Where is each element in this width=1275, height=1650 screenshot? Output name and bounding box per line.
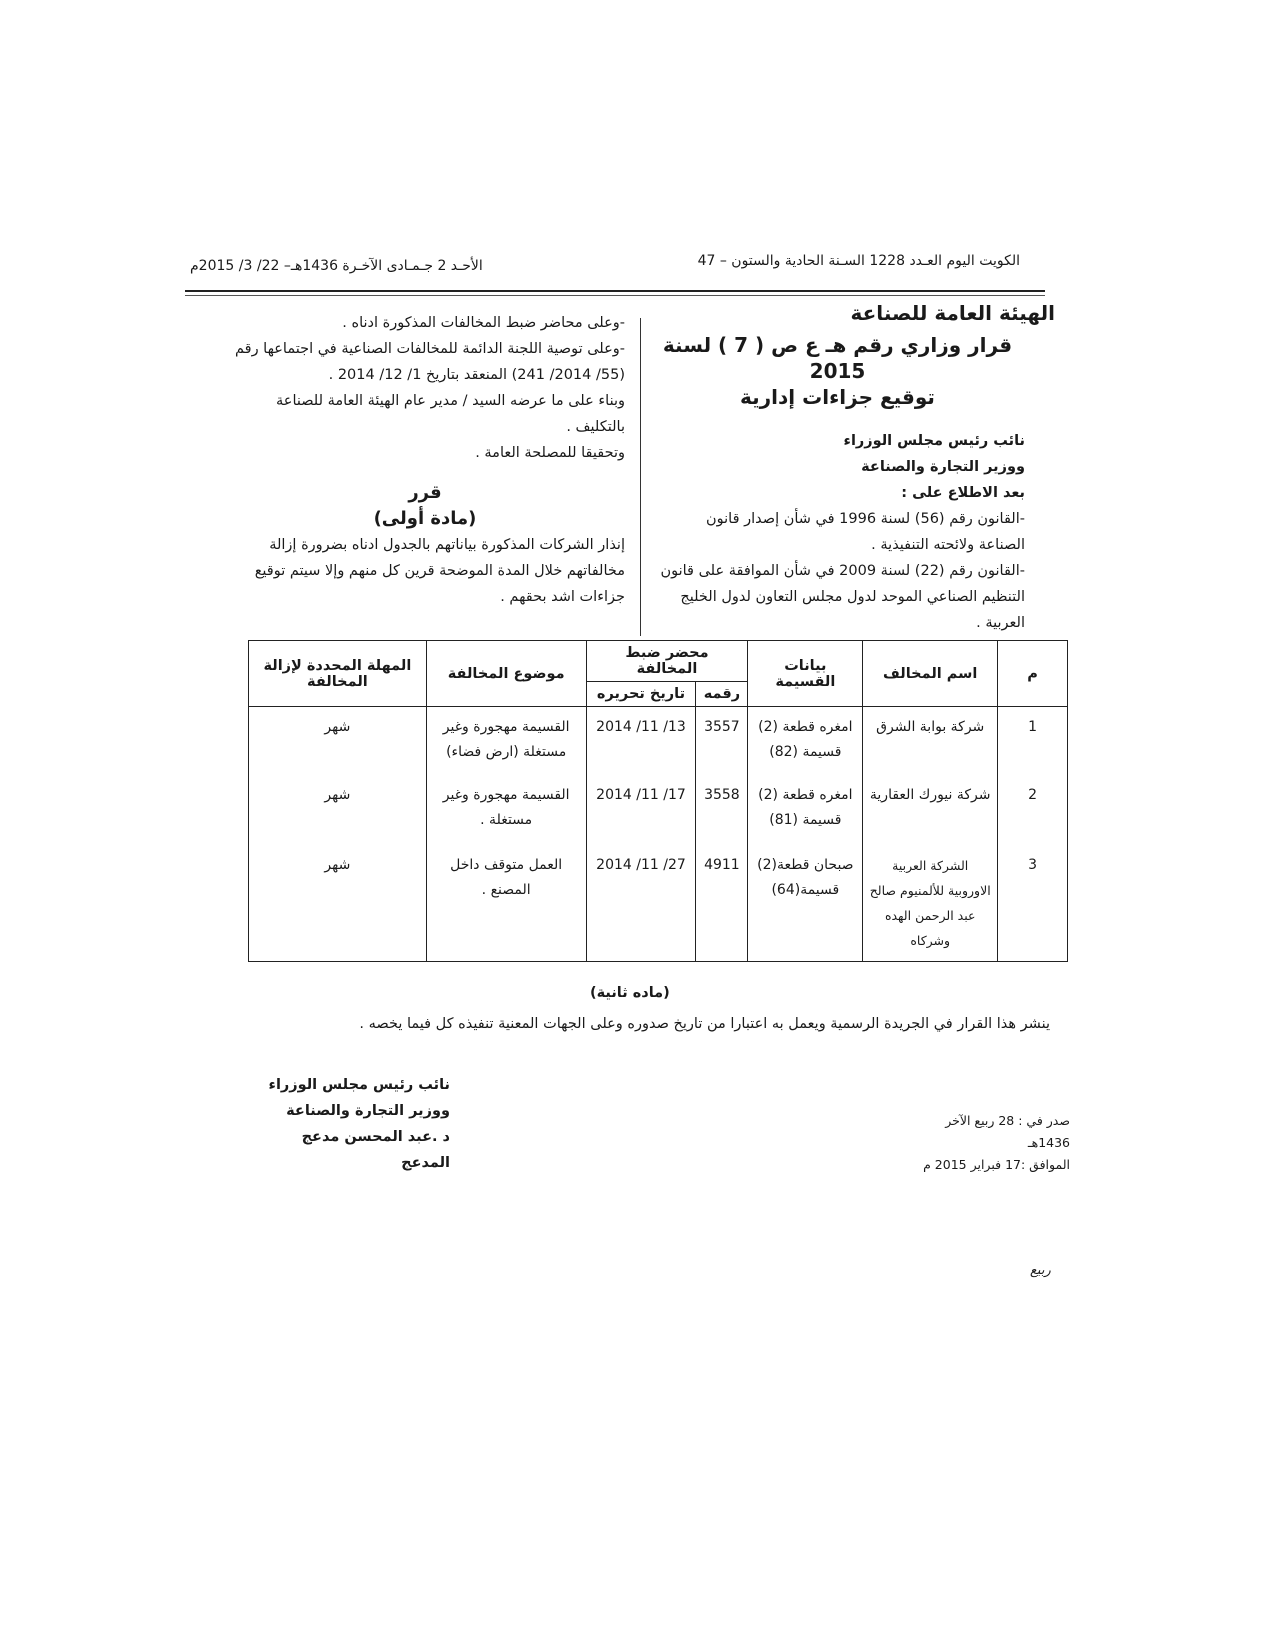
col-num: م [998, 641, 1068, 707]
cell-plot: امغره قطعة (2) قسيمة (82) [748, 707, 863, 775]
issued-gregorian: الموافق :17 فبراير 2015 م [923, 1157, 1070, 1172]
table-row [249, 775, 1068, 845]
cell-record-date: 17/ 11/ 2014 [586, 775, 696, 845]
decree-subtitle: توقيع جزاءات إدارية [740, 385, 935, 409]
decided-label: قرر [408, 482, 442, 503]
issued-block [905, 1110, 1070, 1176]
decree-title: قرار وزاري رقم هـ ع ص ( 7 ) لسنة 2015 [662, 333, 1013, 383]
cell-num: 2 [998, 775, 1068, 845]
cell-num: 3 [998, 845, 1068, 962]
cell-record-date: 13/ 11/ 2014 [586, 707, 696, 775]
col-plot: بيانات القسيمة [748, 641, 863, 707]
col-subject: موضوع المخالفة [426, 641, 586, 707]
header-rule [185, 290, 1045, 292]
header-right: الكويت اليوم العـدد 1228 السـنة الحادية والستون – 47 [697, 253, 1020, 269]
cell-plot: امغره قطعة (2) قسيمة (81) [748, 775, 863, 845]
left-para-4: وتحقيقا للمصلحة العامة . [475, 445, 625, 461]
cell-deadline: شهر [249, 845, 427, 962]
article-2-title: (ماده ثانية) [590, 985, 670, 1001]
signature-block [250, 1072, 450, 1176]
col-record-no: رقمه [696, 682, 748, 707]
cell-deadline: شهر [249, 775, 427, 845]
cell-subject: القسيمة مهجورة وغير مستغلة . [426, 775, 586, 845]
after-review: بعد الاطلاع على : [901, 485, 1025, 501]
initials-mark: ربيع [1030, 1263, 1051, 1278]
violations-table [248, 640, 1068, 962]
cell-record-date: 27/ 11/ 2014 [586, 845, 696, 962]
left-para-2: -وعلى توصية اللجنة الدائمة للمخالفات الصناعية في اجتماعها رقم (55/ 2014/ 241) المنعقد بتاريخ 1/ 12/ 2014 . [234, 341, 625, 383]
signature-line-2: ووزير التجارة والصناعة [286, 1103, 450, 1119]
cell-name: شركة بوابة الشرق [863, 707, 998, 775]
header-rule-thin [185, 295, 1045, 296]
decree-left-column [225, 310, 625, 610]
left-para-1: -وعلى محاضر ضبط المخالفات المذكورة ادناه . [342, 315, 625, 331]
cell-subject: العمل متوقف داخل المصنع . [426, 845, 586, 962]
issued-hijri: صدر في : 28 ربيع الآخر 1436هـ [945, 1113, 1070, 1150]
cell-name: شركة نيورك العقارية [863, 775, 998, 845]
column-divider [640, 318, 641, 636]
cell-subject: القسيمة مهجورة وغير مستغلة (ارض فضاء) [426, 707, 586, 775]
cell-deadline: شهر [249, 707, 427, 775]
table-row [249, 845, 1068, 962]
article-1-title: (مادة أولى) [373, 508, 477, 529]
table-row [249, 707, 1068, 775]
cell-num: 1 [998, 707, 1068, 775]
cell-record-no: 4911 [696, 845, 748, 962]
col-deadline: المهلة المحددة لإزالة المخالفة [249, 641, 427, 707]
cell-record-no: 3558 [696, 775, 748, 845]
signature-line-1: نائب رئيس مجلس الوزراء [268, 1077, 450, 1093]
issuer-line-2: ووزير التجارة والصناعة [861, 459, 1025, 475]
article-2-text: ينشر هذا القرار في الجريدة الرسمية ويعمل به اعتبارا من تاريخ صدوره وعلى الجهات المعنية تنفيذه كل فيما يخصه . [359, 1016, 1050, 1032]
header-left: الأحـد 2 جـمـادى الآخـرة 1436هـ– 22/ 3/ 2015م [190, 258, 483, 274]
cell-record-no: 3557 [696, 707, 748, 775]
col-name: اسم المخالف [863, 641, 998, 707]
cell-name: الشركة العربية الاوروبية للألمنيوم صالح عبد الرحمن الهده وشركاه [863, 845, 998, 962]
article-1-text: إنذار الشركات المذكورة بياناتهم بالجدول ادناه بضرورة إزالة مخالفاتهم خلال المدة الموضحة قرين كل منهم وإلا سيتم توقيع جزاءات اشد بحقهم . [254, 537, 625, 605]
law-2: -القانون رقم (22) لسنة 2009 في شأن الموافقة على قانون التنظيم الصناعي الموحد لدول مجلس التعاون لدول الخليج العربية . [660, 563, 1025, 631]
authority-name: الهيئة العامة للصناعة [850, 301, 1055, 325]
signature-line-3: د .عبد المحسن مدعج المدعج [301, 1129, 450, 1171]
col-record-date: تاريخ تحريره [586, 682, 696, 707]
left-para-3: وبناء على ما عرضه السيد / مدير عام الهيئة العامة للصناعة بالتكليف . [276, 393, 625, 435]
law-1: -القانون رقم (56) لسنة 1996 في شأن إصدار قانون الصناعة ولائحته التنفيذية . [705, 511, 1025, 553]
decree-right-column [660, 300, 1055, 636]
col-record: محضر ضبط المخالفة [586, 641, 748, 682]
issuer-line-1: نائب رئيس مجلس الوزراء [843, 433, 1025, 449]
cell-plot: صبحان قطعة(2) قسيمة(64) [748, 845, 863, 962]
